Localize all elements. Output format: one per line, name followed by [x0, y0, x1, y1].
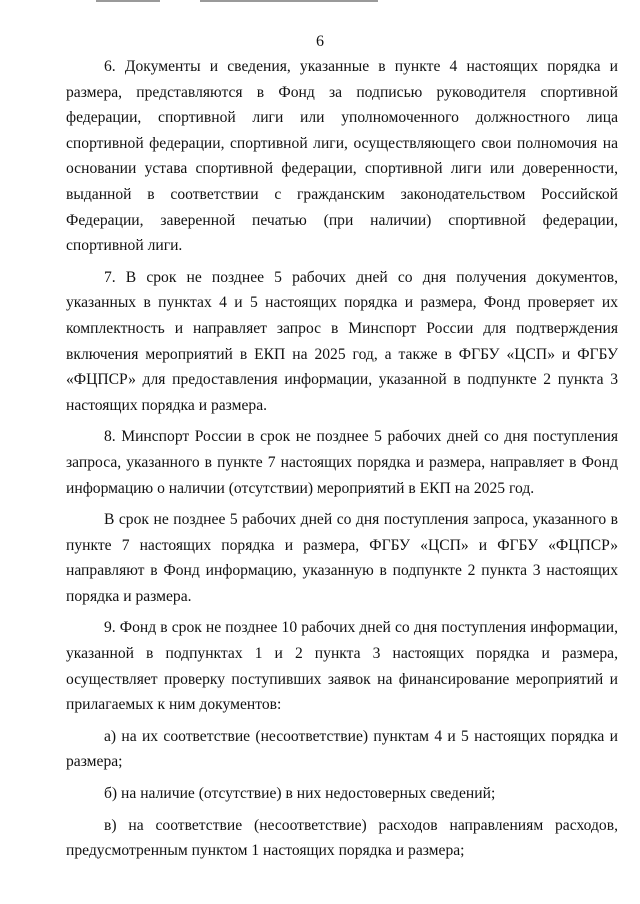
paragraph-8-continued: В срок не позднее 5 рабочих дней со дня поступления запроса, указанного в пункте 7 настоящих порядка и размера, ФГБУ «ЦСП» и ФГБУ «ФЦПСР» направляют в Фонд информацию, указанную в подпункте 2 пункта 3 настоящих порядка и размера. [66, 511, 618, 605]
paragraph-7: 7. В срок не позднее 5 рабочих дней со дня получения документов, указанных в пунктах 4 и 5 настоящих порядка и размера, Фонд проверяет их комплектность и направляет запрос в Минспорт России для подтверждения включения мероприятий в ЕКП на 2025 год, а также в ФГБУ «ЦСП» и ФГБУ «ФЦПСР» для предоставления информации, указанной в подпункте 2 пункта 3 настоящих порядка и размера. [66, 268, 618, 414]
list-item-a: а) на их соответствие (несоответствие) пунктам 4 и 5 настоящих порядка и размера; [66, 727, 618, 771]
scan-artifact-line [96, 0, 160, 2]
paragraph-9: 9. Фонд в срок не позднее 10 рабочих дней со дня поступления информации, указанной в подпунктах 1 и 2 пункта 3 настоящих порядка и размера, осуществляет проверку поступивших заявок на финансирование мероприятий и прилагаемых к ним документов: [66, 619, 618, 714]
list-item-v: в) на соответствие (несоответствие) расходов направлениям расходов, предусмотренным пунктом 1 настоящих порядка и размера; [66, 816, 618, 860]
list-item-b: б) на наличие (отсутствие) в них недостоверных сведений; [104, 785, 496, 803]
document-body [66, 54, 618, 864]
paragraph-8: 8. Минспорт России в срок не позднее 5 рабочих дней со дня поступления запроса, указанного в пункте 7 настоящих порядка и размера, направляет в Фонд информацию о наличии (отсутствии) мероприятий в ЕКП на 2025 год. [66, 428, 618, 497]
paragraph-6: 6. Документы и сведения, указанные в пункте 4 настоящих порядка и размера, представляются в Фонд за подписью руководителя спортивной федерации, спортивной лиги или уполномоченного должностного лица спортивной федерации, спортивной лиги, осуществляющего свои полномочия на основании устава спортивной федерации, спортивной лиги или доверенности, выданной в соответствии с гражданским законодательством Российской Федерации, заверенной печатью (при наличии) спортивной федерации, спортивной лиги. [66, 58, 618, 255]
scan-artifact-line [200, 0, 378, 2]
page-number: 6 [316, 33, 324, 50]
